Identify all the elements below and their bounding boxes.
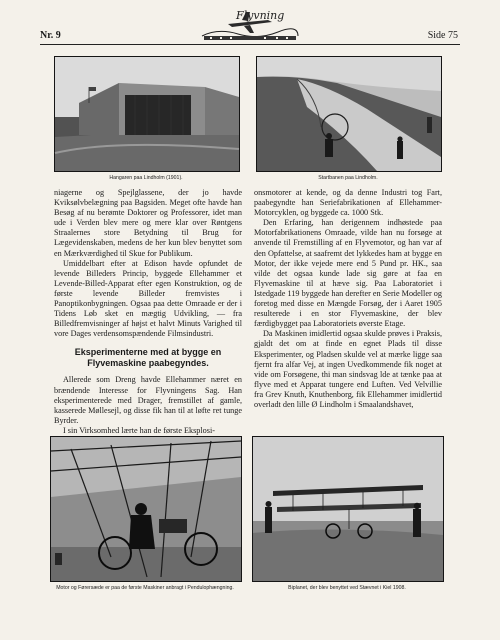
hangar-photo (54, 56, 240, 172)
engine-caption: Motor og Førersæde er paa de første Maskiner anbragt i Pendulophængning. (56, 585, 234, 591)
header-rule (40, 44, 460, 45)
masthead-wordmark: Flyvning (236, 9, 285, 22)
left-paragraph-3: Allerede som Dreng havde Ellehammer næret en brændende Interesse for Flyvningens Sag. Han eksperimenterede med Drager, fremstillet af gamle, kasserede Møllesejl, og disse fik han til at løfte ret tunge Byrder. (54, 375, 242, 425)
right-paragraph-1: onsmotorer at kende, og da denne Industri tog Fart, paabegyndte han Seriefabrikationen af Ellehammer-Motorcyklen, og byggede ca. 1000 Stk. (254, 188, 442, 218)
left-paragraph-2: Umiddelbart efter at Edison havde opfundet de levende Billeders Princip, byggede Ellehammer et Levende-Billed-Apparat efter egen Konstruktion, og de første levende Billeder fremvistes i Panoptikonbygningen. Ogsaa paa dette Omraade er der i Tidens Løb sket en mægtig Udvikling, — fra Billedfremvisninger af højst et halvt Minuts Varighed til vore Dages verdensomspændende Filmsindustri. (54, 258, 242, 339)
page-side-label: Side 75 (427, 30, 458, 41)
left-paragraph-4: I sin Virksomhed lærte han de første Eksplosi- (63, 425, 215, 435)
article-right-column (254, 188, 442, 428)
article-left-column (54, 188, 242, 435)
left-paragraph-1: niagerne og Spejlglassene, der jo havde Kviksølvbelægning paa Bagsiden. Meget ofte havde han Besøg af nu berømte Doktorer og Professorer, idet man ude i Verden blev mere og mere klar over Røntgens Straalernes store Betydning til Brug for Lægevidenskaben, medens de her kun blev benyttet som en Mærkværdighed til Skue for Publikum. (54, 188, 242, 258)
page-number: Nr. 9 (40, 30, 61, 41)
right-paragraph-3: Da Maskinen imidlertid ogsaa skulde prøves i Praksis, gjaldt det om at finde en egnet Plads til disse Eksperimenter, og Pladsen skulde vel at mærke ligge saa fjernt fra alfar Vej, at ingen Uvedkommende fik noget at vide om Forsøgene, thi man sindsvag lde at tænke paa at flyve med et Apparat tungere end Luften. Ved Velvillie fra Grev Knuth, Knuthenborg, fik Ellehammer imidlertid overladt den lille Ø Lindholm i Smaalandshavet, (254, 329, 442, 409)
masthead-logo (198, 6, 302, 44)
section-heading: Eksperimenterne med at bygge en Flyvemaskine paabegyndes. (74, 347, 222, 369)
biplane-photo (252, 436, 444, 582)
biplane-caption: Biplanet, der blev benyttet ved Stævnet i Kiel 1908. (288, 585, 406, 591)
engine-photo (50, 436, 242, 582)
hangar-caption: Hangaren paa Lindholm (1901). (109, 175, 183, 181)
right-paragraph-2: Den Erfaring, han derigennem indhøstede paa Motorfabrikationens Omraade, vilde han nu forsøge at anvende til Fremstilling af en Flyvemotor, og han var af den Opfattelse, at saafremt det lykkedes ham at bygge en Motor, der ikke vejede mere end 5 Pund pr. HK., saa vilde det ogsaa kunde lade sig gøre at faa en Flyvemaskine til at hæve sig. Paa Laboratoriet i Istedgade 119 byggede han derefter en Serie Modeller og foretog med disse en Mængde Forsøg, der i Aaret 1905 resulterede i en stor Flyvemaskine, der blev færdigbygget paa Laboratoriets øverste Etage. (254, 218, 442, 329)
runway-photo (256, 56, 442, 172)
runway-caption: Startbanen paa Lindholm. (318, 175, 378, 181)
